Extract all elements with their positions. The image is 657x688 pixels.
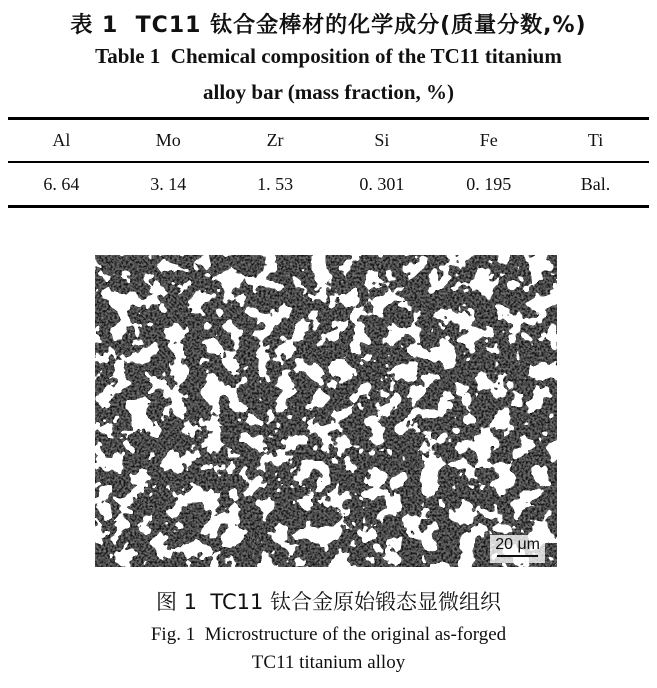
table-title-english-line2: alloy bar (mass fraction, %) xyxy=(202,80,454,104)
table-value: 0. 195 xyxy=(466,173,512,194)
column-header: Mo xyxy=(155,130,181,150)
column-header: Ti xyxy=(587,130,604,150)
column-header: Zr xyxy=(266,130,284,150)
composition-table xyxy=(8,117,649,208)
figure-caption-english-line1: Fig. 1 Microstructure of the original as-forged xyxy=(150,624,507,645)
table-data-row xyxy=(8,163,649,205)
microstructure-pattern xyxy=(95,255,557,567)
scale-bar-label: 20 μm xyxy=(495,536,540,553)
table-value: 0. 301 xyxy=(359,173,405,194)
table-title-chinese: 表 1 TC11 钛合金棒材的化学成分(质量分数,%) xyxy=(70,13,587,38)
table-header-row xyxy=(8,120,649,163)
figure-caption-english-line2: TC11 titanium alloy xyxy=(251,652,406,673)
table-value: 1. 53 xyxy=(257,173,294,194)
scale-bar-line xyxy=(497,555,538,557)
micrograph-image xyxy=(95,255,557,567)
column-header: Si xyxy=(374,130,390,150)
table-value: Bal. xyxy=(580,173,611,194)
table-value: 6. 64 xyxy=(43,173,80,194)
scale-bar xyxy=(490,535,545,563)
column-header: Al xyxy=(52,130,71,150)
table-value: 3. 14 xyxy=(150,173,187,194)
column-header: Fe xyxy=(479,130,498,150)
table-title-english-line1: Table 1 Chemical composition of the TC11 titanium xyxy=(95,44,562,68)
figure-caption-chinese: 图 1 TC11 钛合金原始锻态显微组织 xyxy=(155,590,502,614)
